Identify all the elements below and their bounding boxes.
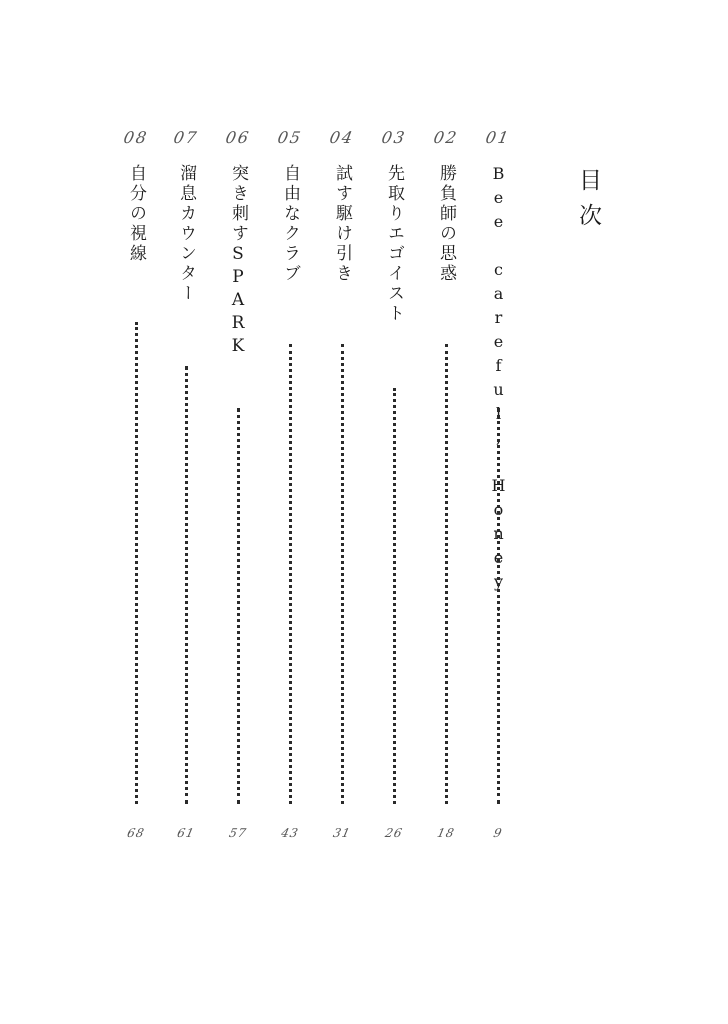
- dot-leader: [445, 344, 448, 804]
- chapter-number: 01: [484, 128, 512, 147]
- toc-entry: [426, 0, 466, 1024]
- page-number: 61: [175, 826, 197, 840]
- toc-entry: [116, 0, 156, 1024]
- page-number: 9: [492, 826, 504, 840]
- chapter-title: 勝負師の思惑: [436, 164, 456, 284]
- dot-leader: [135, 322, 138, 804]
- chapter-number: 08: [122, 128, 150, 147]
- chapter-title: 先取りエゴイスト: [384, 164, 404, 324]
- chapter-title: 自由なクラブ: [280, 164, 300, 284]
- chapter-title: 自分の視線: [126, 164, 146, 264]
- dot-leader: [393, 388, 396, 804]
- chapter-number: 07: [172, 128, 200, 147]
- chapter-number: 02: [432, 128, 460, 147]
- chapter-number: 03: [380, 128, 408, 147]
- toc-entry: [270, 0, 310, 1024]
- chapter-title: 試す駆け引き: [332, 164, 352, 284]
- dot-leader: [289, 344, 292, 804]
- chapter-number: 06: [224, 128, 252, 147]
- page-number: 26: [383, 826, 405, 840]
- page-number: 31: [331, 826, 353, 840]
- page-number: 57: [227, 826, 249, 840]
- chapter-title: 溜息カウンター: [176, 164, 196, 304]
- chapter-title: 突き刺すSPARK: [228, 164, 248, 359]
- dot-leader: [497, 408, 500, 804]
- dot-leader: [185, 366, 188, 804]
- page-number: 18: [435, 826, 457, 840]
- chapter-number: 04: [328, 128, 356, 147]
- page-number: 68: [125, 826, 147, 840]
- toc-entry: [478, 0, 518, 1024]
- dot-leader: [237, 408, 240, 804]
- toc-title: 目次: [575, 168, 601, 238]
- page-number: 43: [279, 826, 301, 840]
- toc-entry: [218, 0, 258, 1024]
- dot-leader: [341, 344, 344, 804]
- toc-entry: [322, 0, 362, 1024]
- chapter-number: 05: [276, 128, 304, 147]
- toc-entry: [374, 0, 414, 1024]
- toc-entry: [166, 0, 206, 1024]
- chapter-title: Bee careful, Honey.: [489, 164, 508, 620]
